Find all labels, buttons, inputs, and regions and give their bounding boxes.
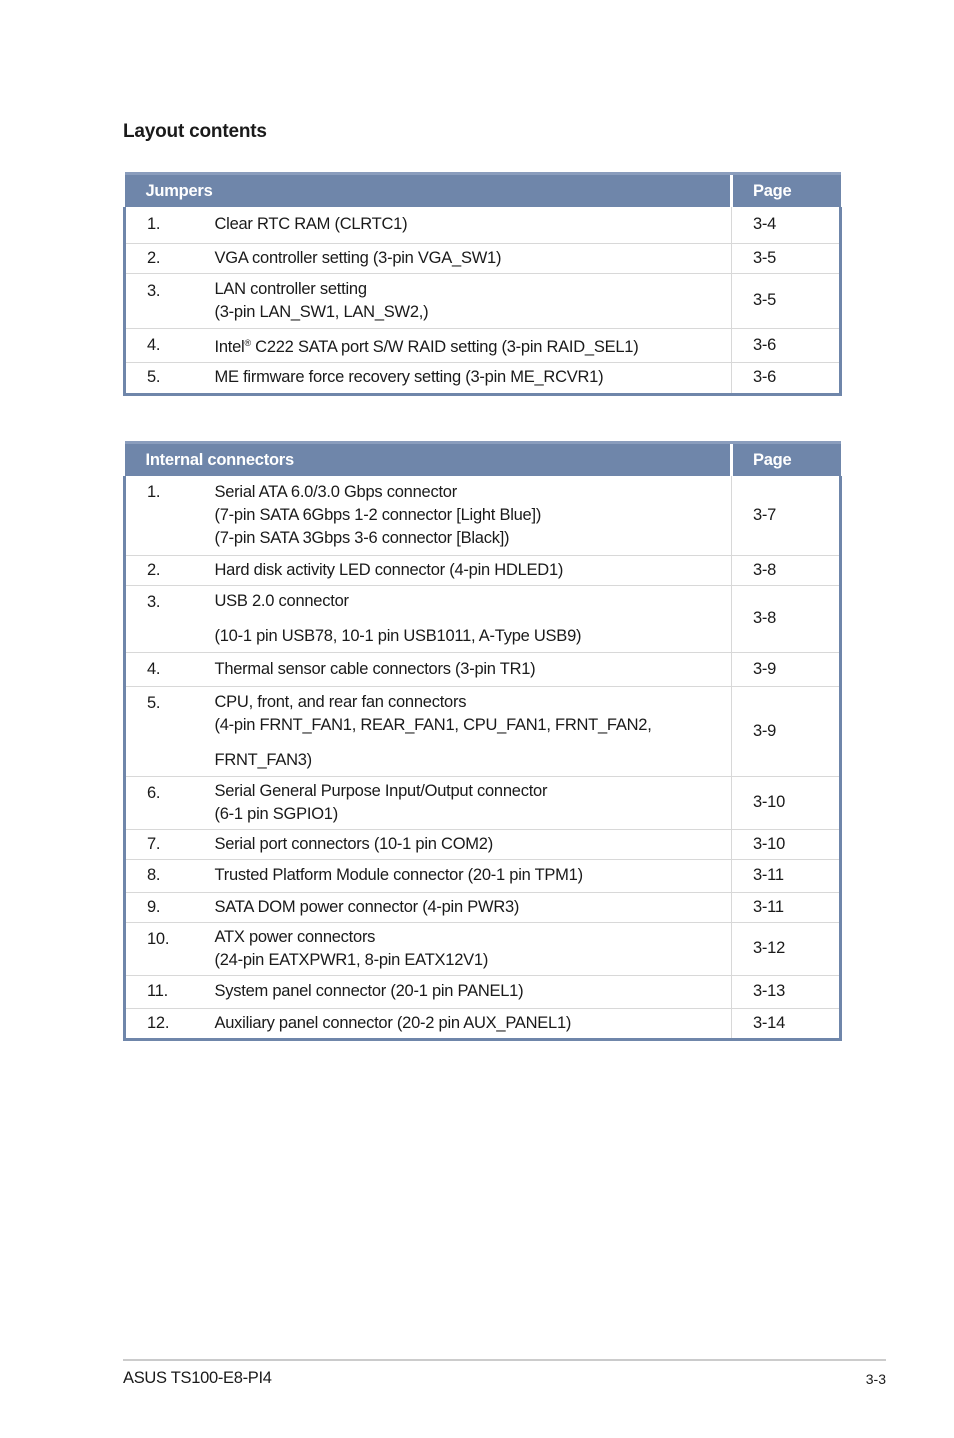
row-page: 3-13: [732, 975, 841, 1008]
row-description: Intel® C222 SATA port S/W RAID setting (3-pin RAID_SEL1): [215, 328, 732, 362]
jumpers-page-header: Page: [732, 174, 841, 208]
row-number: 3.: [125, 585, 215, 652]
row-number: 2.: [125, 555, 215, 585]
row-number: 8.: [125, 859, 215, 892]
table-row: [125, 776, 841, 829]
row-page: 3-7: [732, 476, 841, 555]
row-number: 5.: [125, 362, 215, 394]
row-page: 3-4: [732, 207, 841, 243]
row-number: 12.: [125, 1008, 215, 1039]
row-number: 11.: [125, 975, 215, 1008]
row-page: 3-9: [732, 686, 841, 776]
row-page: 3-5: [732, 243, 841, 273]
table-row: [125, 362, 841, 394]
row-page: 3-8: [732, 585, 841, 652]
jumpers-table: [123, 172, 842, 396]
row-page: 3-6: [732, 362, 841, 394]
row-page: 3-10: [732, 776, 841, 829]
internal-header-row: [125, 443, 841, 477]
internal-connectors-table: [123, 441, 842, 1041]
table-row: [125, 555, 841, 585]
row-page: 3-9: [732, 652, 841, 686]
row-number: 1.: [125, 476, 215, 555]
row-page: 3-10: [732, 829, 841, 859]
row-page: 3-12: [732, 922, 841, 975]
row-description: Thermal sensor cable connectors (3-pin TR1): [215, 652, 732, 686]
row-page: 3-8: [732, 555, 841, 585]
table-row: [125, 243, 841, 273]
table-row: [125, 207, 841, 243]
row-page: 3-5: [732, 273, 841, 328]
footer-product-name: ASUS TS100-E8-PI4: [123, 1369, 272, 1387]
table-row: [125, 922, 841, 975]
internal-header: Internal connectors: [125, 443, 732, 477]
row-description: ATX power connectors (24-pin EATXPWR1, 8-pin EATX12V1): [215, 922, 732, 975]
row-description: Clear RTC RAM (CLRTC1): [215, 207, 732, 243]
row-description: LAN controller setting (3-pin LAN_SW1, LAN_SW2,): [215, 273, 732, 328]
row-number: 7.: [125, 829, 215, 859]
page-heading: Layout contents: [123, 121, 267, 142]
row-description: VGA controller setting (3-pin VGA_SW1): [215, 243, 732, 273]
table-row: [125, 686, 841, 776]
row-number: 9.: [125, 892, 215, 922]
row-number: 10.: [125, 922, 215, 975]
row-number: 4.: [125, 328, 215, 362]
row-description: SATA DOM power connector (4-pin PWR3): [215, 892, 732, 922]
table-row: [125, 476, 841, 555]
row-number: 2.: [125, 243, 215, 273]
jumpers-header: Jumpers: [125, 174, 732, 208]
table-row: [125, 859, 841, 892]
row-number: 5.: [125, 686, 215, 776]
row-description: Hard disk activity LED connector (4-pin HDLED1): [215, 555, 732, 585]
table-row: [125, 585, 841, 652]
row-description: USB 2.0 connector (10-1 pin USB78, 10-1 pin USB1011, A-Type USB9): [215, 585, 732, 652]
row-page: 3-6: [732, 328, 841, 362]
row-description: Trusted Platform Module connector (20-1 pin TPM1): [215, 859, 732, 892]
row-description: CPU, front, and rear fan connectors (4-pin FRNT_FAN1, REAR_FAN1, CPU_FAN1, FRNT_FAN2, FRNT_FAN3): [215, 686, 732, 776]
row-description: ME firmware force recovery setting (3-pin ME_RCVR1): [215, 362, 732, 394]
row-description: Auxiliary panel connector (20-2 pin AUX_PANEL1): [215, 1008, 732, 1039]
row-number: 1.: [125, 207, 215, 243]
internal-page-header: Page: [732, 443, 841, 477]
row-number: 3.: [125, 273, 215, 328]
row-number: 4.: [125, 652, 215, 686]
table-row: [125, 829, 841, 859]
table-row: [125, 1008, 841, 1039]
footer-page-number: 3-3: [865, 1371, 886, 1387]
table-row: [125, 273, 841, 328]
row-page: 3-11: [732, 859, 841, 892]
row-description: System panel connector (20-1 pin PANEL1): [215, 975, 732, 1008]
registered-mark: ®: [244, 337, 251, 348]
row-description: Serial ATA 6.0/3.0 Gbps connector (7-pin SATA 6Gbps 1-2 connector [Light Blue]) (7-pin SATA 3Gbps 3-6 connector [Black]): [215, 476, 732, 555]
row-description: Serial General Purpose Input/Output connector (6-1 pin SGPIO1): [215, 776, 732, 829]
row-number: 6.: [125, 776, 215, 829]
row-description: Serial port connectors (10-1 pin COM2): [215, 829, 732, 859]
table-row: [125, 328, 841, 362]
row-page: 3-11: [732, 892, 841, 922]
row-page: 3-14: [732, 1008, 841, 1039]
table-row: [125, 892, 841, 922]
table-row: [125, 975, 841, 1008]
table-row: [125, 652, 841, 686]
footer-divider: [123, 1359, 886, 1361]
jumpers-header-row: [125, 174, 841, 208]
